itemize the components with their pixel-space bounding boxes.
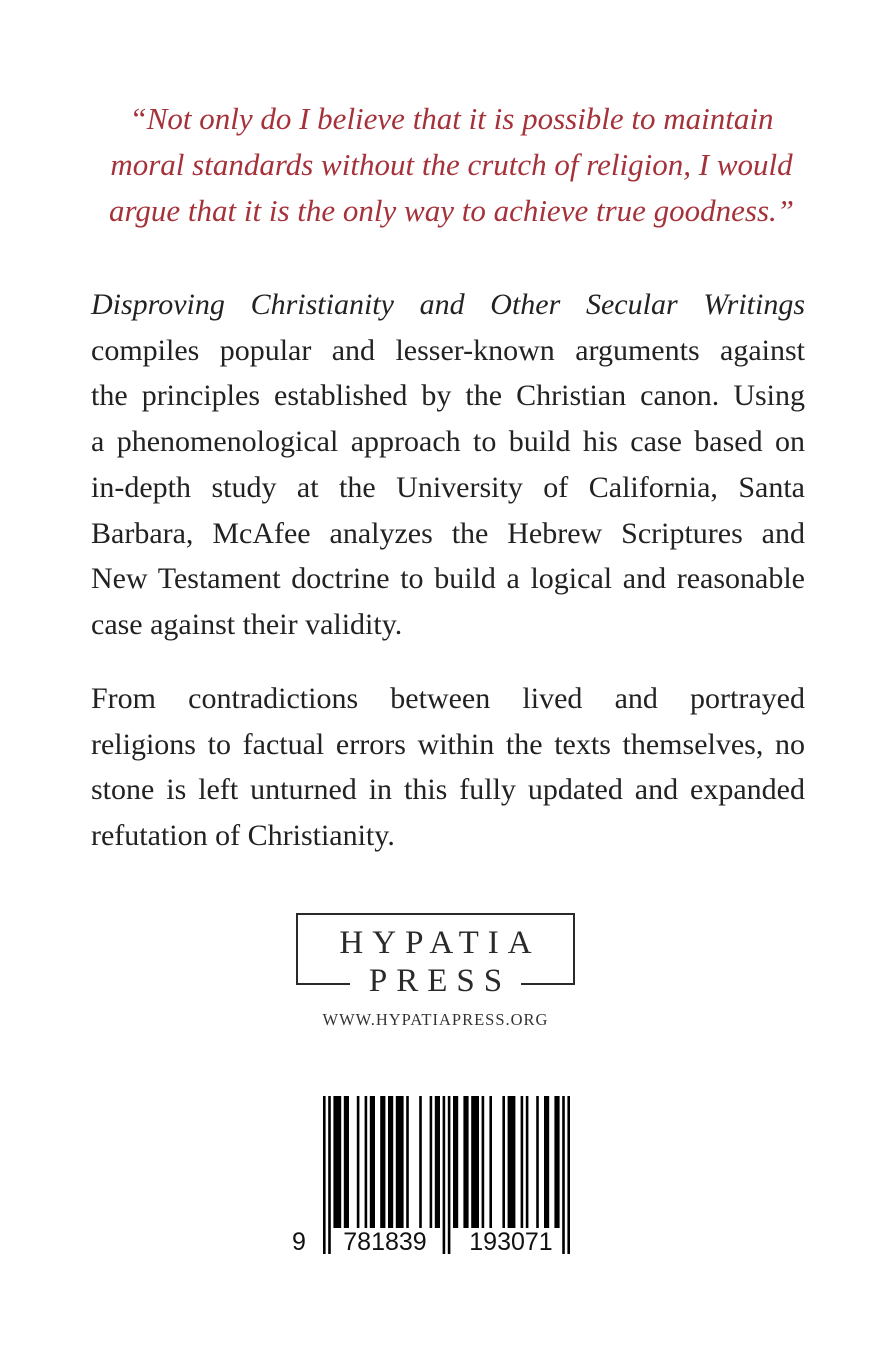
barcode-right-digits: 193071 — [469, 1228, 553, 1256]
book-title: Disproving Christianity and Other Secular Writings — [91, 288, 805, 321]
pull-quote — [90, 96, 813, 234]
barcode-bar — [554, 1096, 559, 1228]
paragraph-line: case against their validity. — [91, 607, 403, 641]
barcode-bar — [471, 1096, 479, 1228]
barcode-bar — [365, 1096, 368, 1228]
barcode-bar — [536, 1096, 539, 1228]
barcode-bar — [396, 1096, 404, 1228]
paragraph-line: a phenomenological approach to build his case based on — [91, 425, 805, 459]
barcode-bar — [430, 1096, 433, 1228]
barcode-guard-bar — [448, 1096, 451, 1254]
barcode-bar — [489, 1096, 492, 1228]
description-paragraph-2 — [91, 676, 805, 859]
barcode-guard-bar — [323, 1096, 326, 1254]
barcode-bar — [370, 1096, 375, 1228]
barcode-bar — [482, 1096, 485, 1228]
quote-line: argue that it is the only way to achieve true goodness.” — [108, 193, 795, 228]
publisher-website: WWW.HYPATIAPRESS.ORG — [322, 1010, 549, 1029]
barcode-bar — [463, 1096, 468, 1228]
paragraph-line: stone is left unturned in this fully updated and expanded — [91, 773, 805, 807]
barcode-bar — [380, 1096, 385, 1228]
barcode-bar — [526, 1096, 529, 1228]
publisher-name-line1: HYPATIA — [339, 925, 541, 961]
publisher-name-line2: PRESS — [350, 962, 521, 1000]
barcode-bar — [544, 1096, 549, 1228]
barcode-left-digits: 781839 — [343, 1228, 427, 1256]
barcode-bar — [406, 1096, 409, 1228]
barcode-bar — [333, 1096, 341, 1228]
paragraph-line: Barbara, McAfee analyzes the Hebrew Scriptures and — [91, 516, 805, 550]
barcode-bar — [502, 1096, 505, 1228]
paragraph-line: compiles popular and lesser-known arguments against — [91, 333, 805, 367]
publisher-logo-lower — [296, 962, 575, 1000]
paragraph-line: in-depth study at the University of California, Santa — [91, 470, 805, 504]
quote-line: moral standards without the crutch of religion, I would — [110, 147, 793, 182]
paragraph-line: From contradictions between lived and portrayed — [91, 682, 805, 715]
isbn-barcode — [290, 1094, 590, 1264]
barcode-bar — [508, 1096, 516, 1228]
barcode-bar — [419, 1096, 422, 1228]
barcode-bar — [357, 1096, 360, 1228]
barcode-guard-bar — [443, 1096, 446, 1254]
barcode-bar — [453, 1096, 458, 1228]
barcode-first-digit: 9 — [292, 1228, 306, 1256]
barcode-bar — [388, 1096, 393, 1228]
barcode-bar — [344, 1096, 349, 1228]
description-paragraph-1 — [91, 282, 805, 648]
paragraph-line: the principles established by the Christian canon. Using — [91, 379, 805, 413]
paragraph-line: refutation of Christianity. — [91, 819, 395, 853]
paragraph-line: religions to factual errors within the texts themselves, no — [91, 727, 805, 761]
barcode-bar — [435, 1096, 440, 1228]
paragraph-line: New Testament doctrine to build a logical and reasonable — [91, 562, 805, 596]
barcode-bar — [521, 1096, 524, 1228]
quote-line: “Not only do I believe that it is possible to maintain — [129, 101, 774, 136]
